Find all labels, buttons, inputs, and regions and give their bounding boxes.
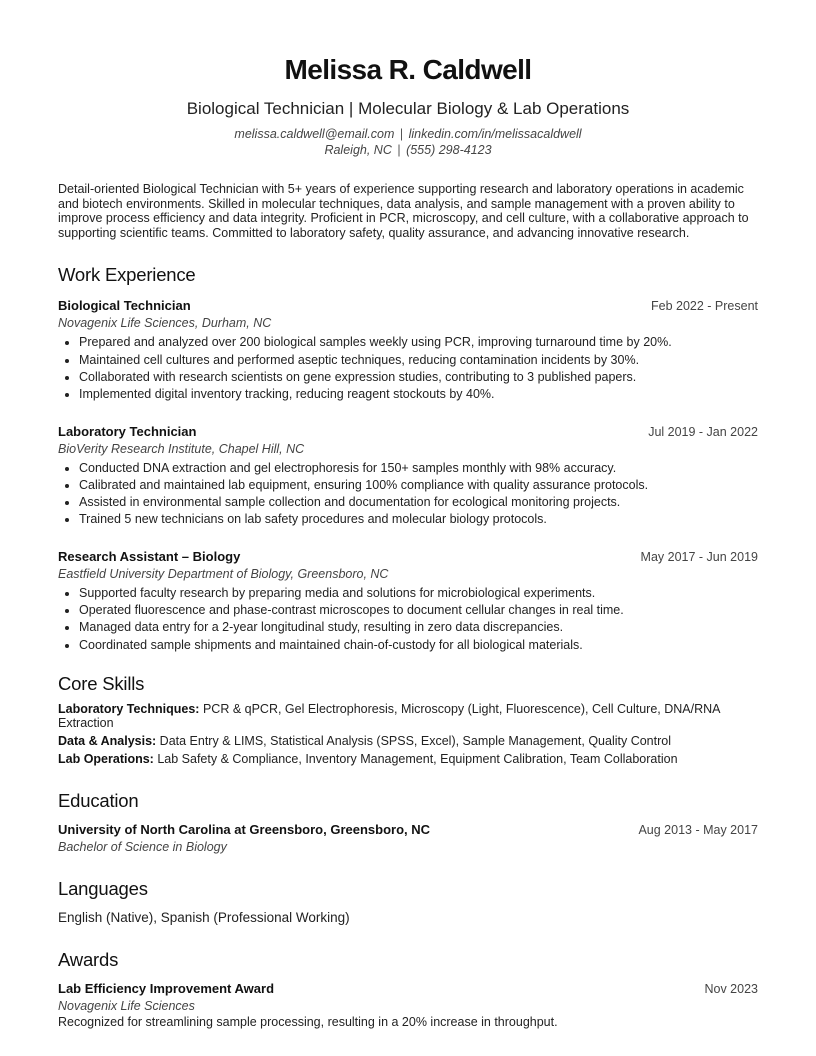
skill-line [58,702,758,731]
skill-text: Lab Safety & Compliance, Inventory Management, Equipment Calibration, Team Collaboration [157,752,678,767]
section-title-skills: Core Skills [58,672,145,694]
bullet-item: • Operated fluorescence and phase-contrast microscopes to document cellular changes in real time. [79,602,758,619]
contact-block [58,126,758,158]
job-dates: May 2017 - Jun 2019 [640,549,758,564]
skills-list [58,702,758,767]
contact-line-2 [58,142,758,158]
job-organization: Novagenix Life Sciences, Durham, NC [58,316,272,331]
award-name: Lab Efficiency Improvement Award [58,980,275,996]
headline: Biological Technician | Molecular Biology & Lab Operations [186,99,630,118]
bullet-item: • Assisted in environmental sample collection and documentation for ecological monitoring projects. [79,494,758,511]
job-dates: Jul 2019 - Jan 2022 [648,424,758,439]
work-entry [58,423,758,529]
job-organization: Eastfield University Department of Biology, Greensboro, NC [58,566,389,581]
email-link[interactable]: melissa.caldwell@email.com [234,127,395,141]
bullet-item: • Coordinated sample shipments and maintained chain-of-custody for all biological materials. [79,637,758,654]
bullet-item: • Conducted DNA extraction and gel electrophoresis for 150+ samples monthly with 98% accuracy. [79,460,758,477]
entry-header [58,423,758,441]
degree: Bachelor of Science in Biology [58,839,227,854]
phone: (555) 298-4123 [406,143,492,157]
bullet-item: • Maintained cell cultures and performed aseptic techniques, reducing contamination incidents by 30%. [79,352,758,369]
work-entry [58,548,758,654]
job-organization: BioVerity Research Institute, Chapel Hill, NC [58,441,305,456]
resume-page [58,0,758,1030]
school-name: University of North Carolina at Greensboro, Greensboro, NC [58,821,431,837]
work-entry [58,297,758,403]
skill-label: Data & Analysis: [58,734,157,749]
award-date: Nov 2023 [704,981,758,996]
entry-header [58,980,758,998]
languages-text: English (Native), Spanish (Professional Working) [58,909,350,925]
bullet-item: • Managed data entry for a 2-year longitudinal study, resulting in zero data discrepancies. [79,619,758,636]
entry-header [58,297,758,315]
skill-line [58,734,758,749]
contact-line-1 [58,126,758,142]
linkedin-link[interactable]: linkedin.com/in/melissacaldwell [408,127,582,141]
skill-label: Lab Operations: [58,752,154,767]
award-description: Recognized for streamlining sample processing, resulting in a 20% increase in throughput. [58,1014,558,1029]
award-organization: Novagenix Life Sciences [58,998,195,1013]
job-bullets [58,460,758,529]
skill-text: Data Entry & LIMS, Statistical Analysis (SPSS, Excel), Sample Management, Quality Control [159,734,671,749]
bullet-item: • Trained 5 new technicians on lab safety procedures and molecular biology protocols. [79,511,758,528]
job-title: Laboratory Technician [58,423,197,439]
bullet-item: • Collaborated with research scientists on gene expression studies, contributing to 3 published papers. [79,369,758,386]
skill-line [58,752,758,767]
job-bullets [58,585,758,654]
skill-label: Laboratory Techniques: [58,701,200,716]
bullet-item: • Prepared and analyzed over 200 biological samples weekly using PCR, improving turnaround time by 20%. [79,334,758,351]
summary-text: Detail-oriented Biological Technician with 5+ years of experience supporting research and laboratory operations in academic and biotech environments. Skilled in molecular techniques, data analysis, and sample management with a proven ability to improve process efficiency and data integrity. Proficient in PCR, microscopy, and cell culture, with a collaborative approach to supporting scientific teams. Committed to laboratory safety, quality assurance, and advancing innovative research. [58,182,749,240]
section-title-languages: Languages [58,877,148,899]
job-title: Research Assistant – Biology [58,548,241,564]
bullet-item: • Implemented digital inventory tracking, reducing reagent stockouts by 40%. [79,386,758,403]
education-dates: Aug 2013 - May 2017 [638,822,758,837]
job-title: Biological Technician [58,298,191,314]
job-bullets [58,334,758,403]
education-entry [58,821,758,856]
job-dates: Feb 2022 - Present [650,299,758,314]
section-title-awards: Awards [58,948,119,970]
candidate-name: Melissa R. Caldwell [284,54,532,85]
award-entry [58,980,758,1030]
contact-separator: | [397,143,401,157]
contact-separator: | [399,127,404,141]
entry-header [58,821,758,839]
bullet-item: • Supported faculty research by preparing media and solutions for microbiological experiments. [79,585,758,602]
skill-text: PCR & qPCR, Gel Electrophoresis, Microscopy (Light, Fluorescence), Cell Culture, DNA/RNA Extraction [58,701,720,731]
section-title-education: Education [58,789,139,811]
location: Raleigh, NC [324,143,392,157]
section-title-work: Work Experience [58,264,196,286]
entry-header [58,548,758,566]
bullet-item: • Calibrated and maintained lab equipment, ensuring 100% compliance with quality assurance protocols. [79,477,758,494]
